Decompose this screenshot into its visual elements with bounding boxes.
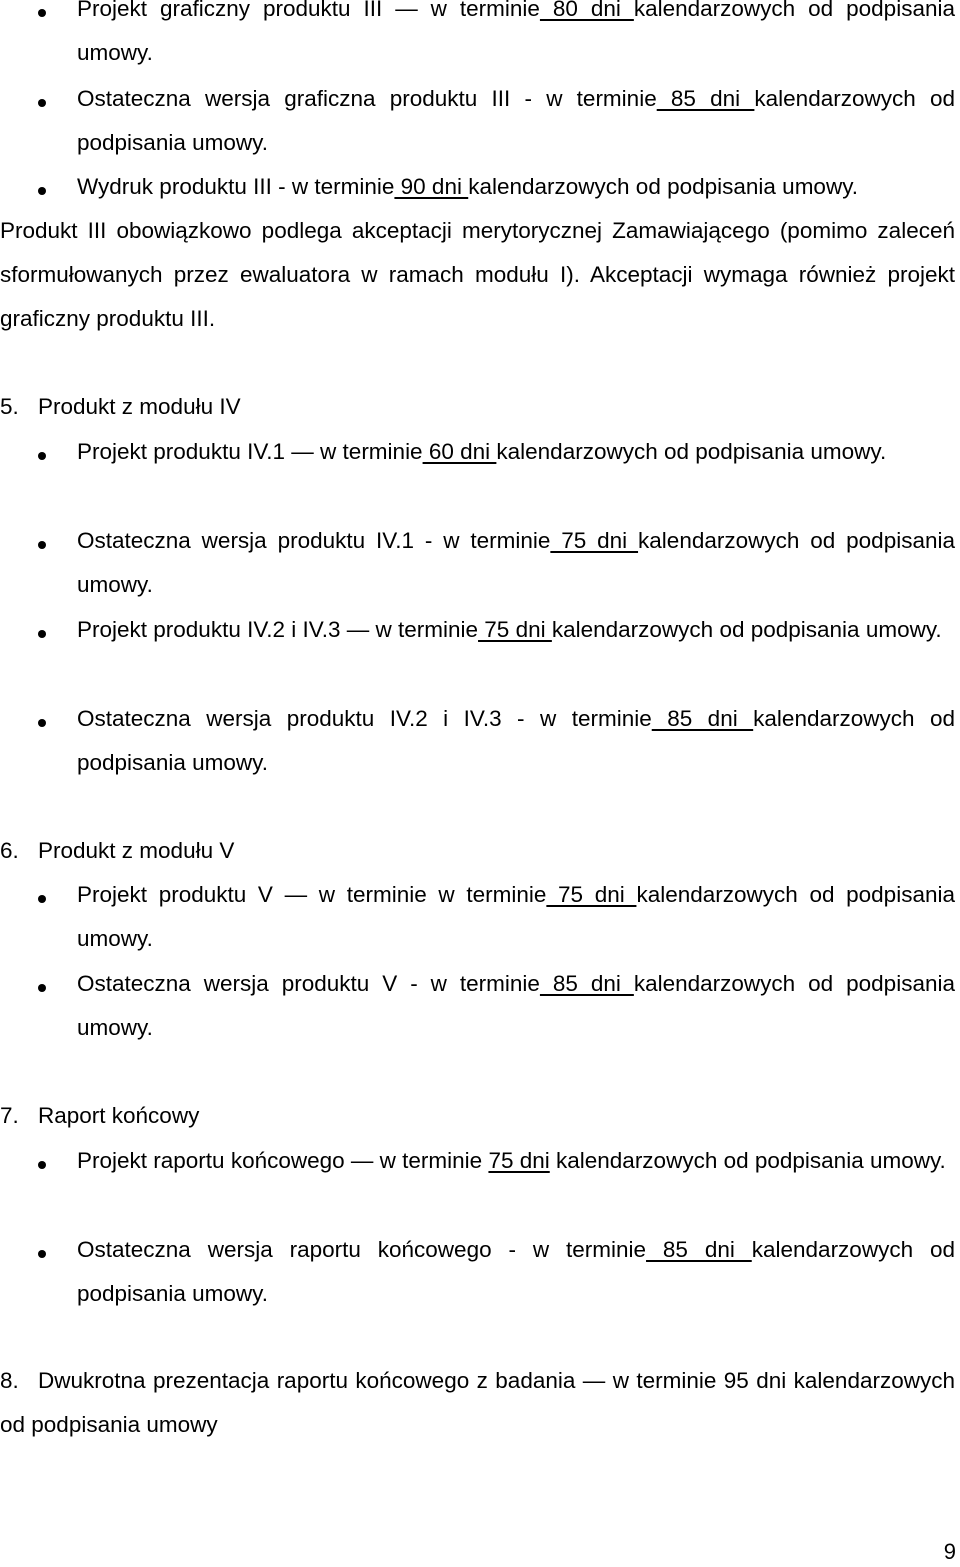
section-heading-7: 7. Raport końcowy — [0, 1103, 200, 1128]
bullet-icon — [38, 541, 46, 549]
section-heading-6: 6. Produkt z modułu V — [0, 838, 235, 863]
section-8-presentation: 8. Dwukrotna prezentacja raportu końcowego z badania — w terminie 95 dni kalendarzowych od podpisania umowy — [0, 1368, 955, 1437]
list-item-text: Ostateczna wersja produktu IV.2 i IV.3 - w terminie 85 dni kalendarzowych od podpisania umowy. — [77, 706, 955, 775]
list-item-text: Ostateczna wersja graficzna produktu III - w terminie 85 dni kalendarzowych od podpisania umowy. — [77, 86, 955, 155]
list-item-text: Wydruk produktu III - w terminie 90 dni kalendarzowych od podpisania umowy. — [77, 174, 859, 199]
list-item-text: Projekt produktu IV.1 — w terminie 60 dni kalendarzowych od podpisania umowy. — [77, 439, 887, 464]
paragraph-product-iii-acceptance: Produkt III obowiązkowo podlega akceptacji merytorycznej Zamawiającego (pomimo zaleceń sformułowanych przez ewaluatora w ramach modułu I). Akceptacji wymaga również projekt graficzny produktu III. — [0, 218, 955, 331]
bullet-icon — [38, 984, 46, 992]
list-item-text: Ostateczna wersja produktu IV.1 - w terminie 75 dni kalendarzowych od podpisania umowy. — [77, 528, 955, 597]
bullet-icon — [38, 187, 46, 195]
bullet-icon — [38, 1161, 46, 1169]
list-item-text: Projekt raportu końcowego — w terminie 75 dni kalendarzowych od podpisania umowy. — [77, 1148, 946, 1173]
bullet-icon — [38, 1250, 46, 1258]
list-item-text: Projekt graficzny produktu III — w terminie 80 dni kalendarzowych od podpisania umowy. — [77, 0, 955, 65]
list-item-text: Projekt produktu IV.2 i IV.3 — w terminie 75 dni kalendarzowych od podpisania umowy. — [77, 617, 942, 642]
bullet-icon — [38, 719, 46, 727]
bullet-icon — [38, 895, 46, 903]
bullet-icon — [38, 630, 46, 638]
list-item-text: Projekt produktu V — w terminie w terminie 75 dni kalendarzowych od podpisania umowy. — [77, 882, 955, 951]
list-item-text: Ostateczna wersja produktu V - w terminie 85 dni kalendarzowych od podpisania umowy. — [77, 971, 955, 1040]
list-item-text: Ostateczna wersja raportu końcowego - w terminie 85 dni kalendarzowych od podpisania umowy. — [77, 1237, 955, 1306]
bullet-icon — [38, 9, 46, 17]
bullet-icon — [38, 99, 46, 107]
page-number: 9 — [943, 1539, 956, 1564]
section-heading-5: 5. Produkt z modułu IV — [0, 394, 241, 419]
bullet-icon — [38, 452, 46, 460]
